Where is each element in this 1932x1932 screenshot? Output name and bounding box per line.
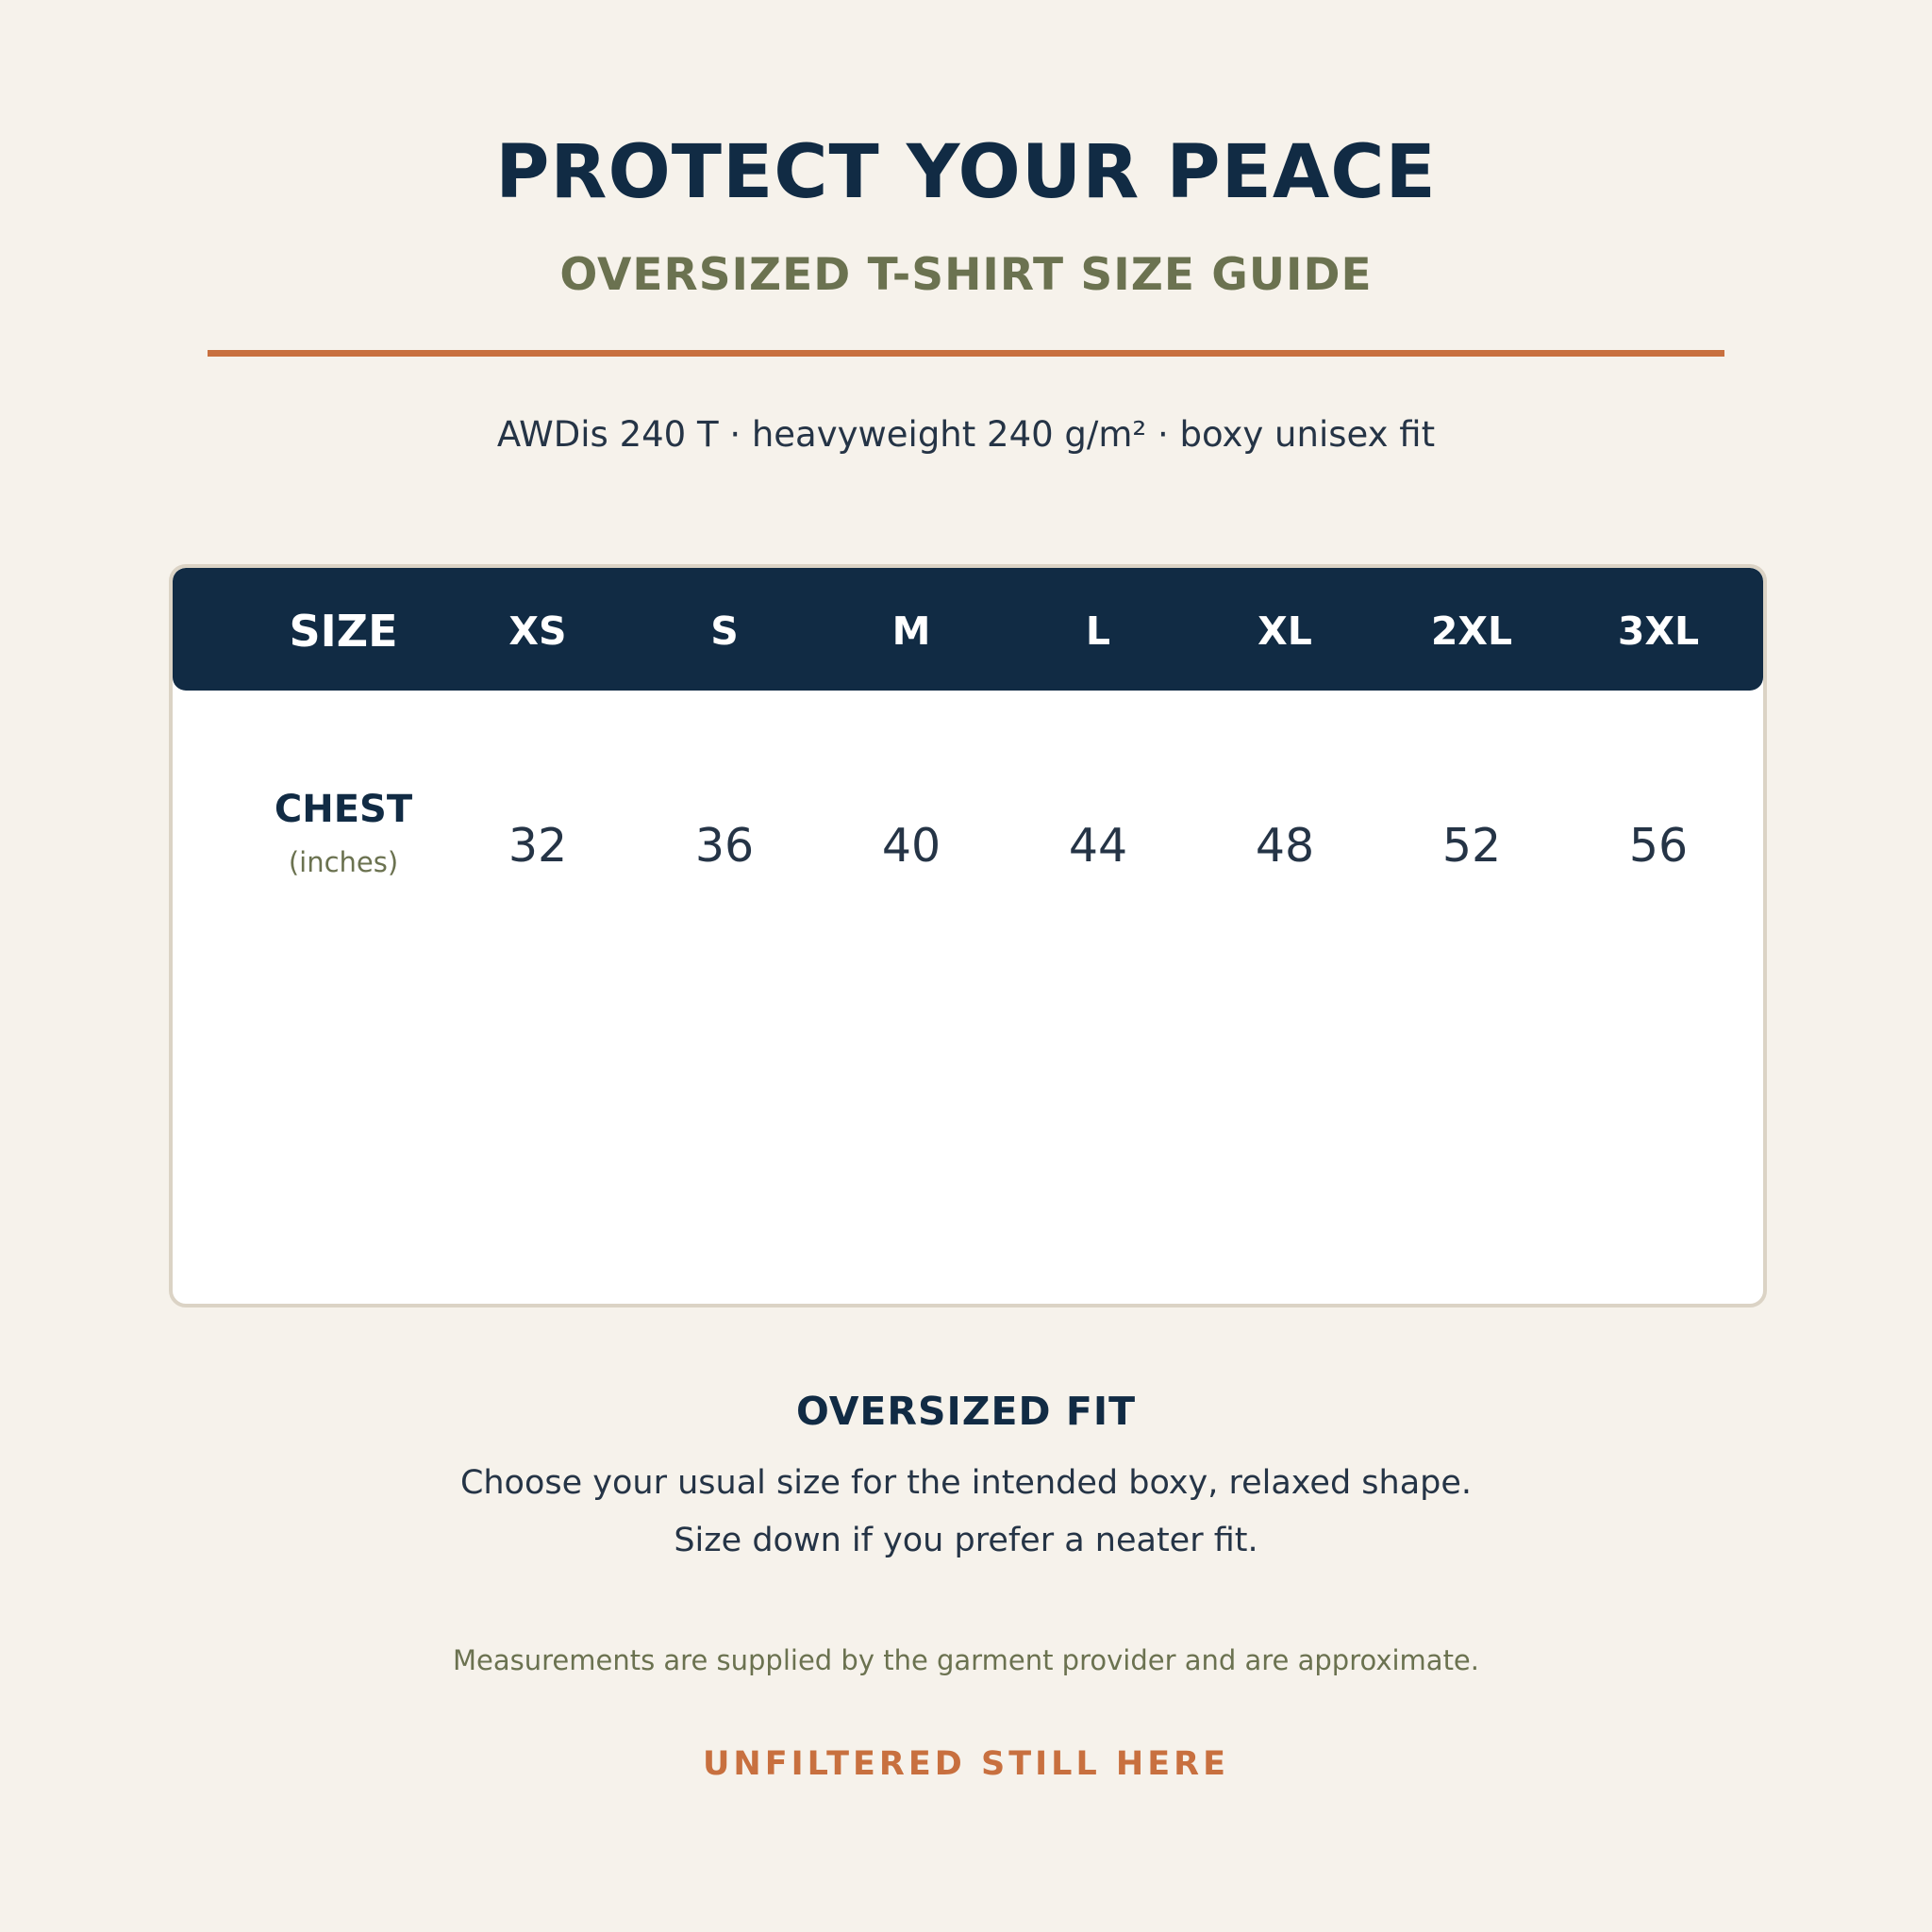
brand-tagline: UNFILTERED STILL HERE	[703, 1745, 1229, 1783]
size-header-xs: XS	[508, 608, 567, 654]
chest-unit: (inches)	[288, 846, 399, 878]
size-header-m: M	[891, 608, 931, 654]
size-column-header: SIZE	[289, 606, 398, 657]
page-subtitle: OVERSIZED T-SHIRT SIZE GUIDE	[559, 249, 1373, 301]
chest-value-m: 40	[881, 819, 941, 873]
chest-value-2xl: 52	[1441, 819, 1502, 873]
chest-value-xs: 32	[508, 819, 568, 873]
chest-value-xl: 48	[1255, 819, 1315, 873]
garment-spec: AWDis 240 T · heavyweight 240 g/m² · boxy unisex fit	[496, 414, 1436, 455]
size-table-header	[173, 568, 1763, 691]
chest-value-3xl: 56	[1628, 819, 1689, 873]
size-header-l: L	[1085, 608, 1111, 654]
fit-note-line-1: Choose your usual size for the intended boxy, relaxed shape.	[459, 1464, 1473, 1502]
accent-divider	[208, 350, 1724, 357]
fit-note-line-2: Size down if you prefer a neater fit.	[674, 1522, 1258, 1559]
size-header-s: S	[710, 608, 739, 654]
size-header-xl: XL	[1257, 608, 1312, 654]
size-header-3xl: 3XL	[1617, 608, 1700, 654]
page-title: PROTECT YOUR PEACE	[495, 130, 1437, 215]
chest-row-label	[274, 788, 413, 878]
chest-label: CHEST	[274, 788, 413, 831]
size-table-card	[169, 564, 1767, 1307]
chest-value-l: 44	[1068, 819, 1128, 873]
measurement-disclaimer: Measurements are supplied by the garment provider and are approximate.	[452, 1644, 1479, 1676]
fit-note-title: OVERSIZED FIT	[795, 1389, 1137, 1434]
size-header-2xl: 2XL	[1430, 608, 1513, 654]
chest-value-s: 36	[694, 819, 755, 873]
